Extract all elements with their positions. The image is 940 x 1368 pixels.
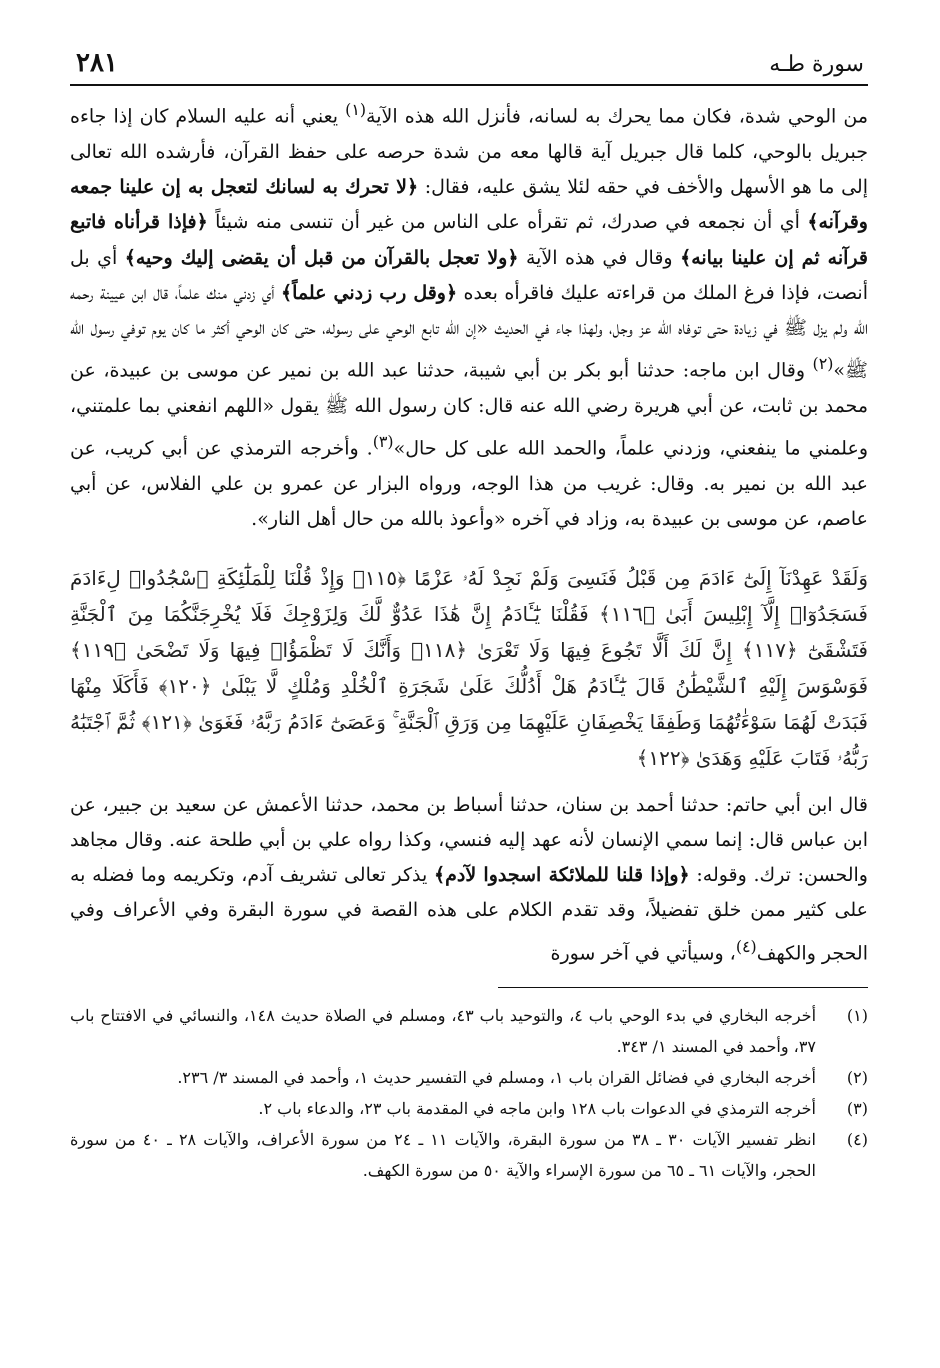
page-number: ٢٨١: [76, 48, 118, 78]
footnote-ref: (٢): [812, 354, 834, 374]
text-run: . وأخرجه الترمذي عن أبي كريب، عن عبد الله بن نمير به. وقال: غريب من هذا الوجه، ورواه البزار عن عمرو بن علي الفلاس، عن أبي عاصم، عن موسى بن عبيدة به، وزاد في آخره «وأعوذ بالله من حال أهل النار».: [70, 437, 868, 531]
verse-quote: ﴿لا تحرك به لسانك لتعجل به إن علينا جمعه وقرآنه﴾: [70, 175, 868, 234]
footnote-item: [70, 1093, 868, 1124]
verse-quote: ﴿وإذا قلنا للملائكة اسجدوا لآدم﴾: [433, 864, 690, 887]
text-run: من الوحي شدة، فكان مما يحرك به لسانه، فأنزل الله هذه الآية: [366, 105, 868, 128]
footnote-text: أخرجه الترمذي في الدعوات باب ١٢٨ وابن ماجه في المقدمة باب ٢٣، والدعاء باب ٢.: [258, 1099, 816, 1119]
paragraph-2: [70, 788, 868, 972]
footnote-number: (١): [846, 1006, 868, 1026]
text-run: أي زدني منك علماً، قال ابن عيينة رحمه الله ولم يزل ﷺ في زيادة حتى توفاه الله عز وجل، ولهذا جاء في الحديث «إن الله تابع الوحي على رسوله، حتى كان الوحي أكثر ما كان يوم توفي رسول الله ﷺ»: [70, 281, 868, 382]
text-run: أي أن نجمعه في صدرك، ثم تقرأه على الناس من غير أن تنسى منه شيئاً: [207, 211, 808, 234]
text-run: وقال ابن ماجه: حدثنا أبو بكر بن أبي شيبة، حدثنا عبد الله بن نمير عن موسى بن عبيدة، عن محمد بن ثابت، عن أبي هريرة رضي الله عنه قال: كان رسول الله ﷺ يقول «اللهم انفعني بما علمتني، وعلمني ما ينفعني، وزدني علماً، والحمد الله على كل حال»: [70, 359, 868, 460]
footnote-number: (٤): [846, 1130, 868, 1150]
footnote-text: انظر تفسير الآيات ٣٠ ـ ٣٨ من سورة البقرة، والآيات ١١ ـ ٢٤ من سورة الأعراف، والآيات ٢٨ ـ ٤٠ من سورة الحجر، والآيات ٦١ ـ ٦٥ من سورة الإسراء والآية ٥٠ من سورة الكهف.: [70, 1130, 816, 1181]
text-run: وقال في هذه الآية: [518, 246, 681, 269]
footnotes-list: [70, 988, 868, 1186]
main-text: [70, 92, 868, 971]
quran-verses-block: وَلَقَدْ عَهِدْنَآ إِلَىٰٓ ءَادَمَ مِن قَبْلُ فَنَسِىَ وَلَمْ نَجِدْ لَهُۥ عَزْمًا ﴿١١٥﴾ وَإِذْ قُلْنَا لِلْمَلَٰٓئِكَةِ ٱسْجُدُوا۟ لِءَادَمَ فَسَجَدُوٓا۟ إِلَّآ إِبْلِيسَ أَبَىٰ ﴿١١٦﴾ فَقُلْنَا يَٰٓـَٔادَمُ إِنَّ هَٰذَا عَدُوٌّ لَّكَ وَلِزَوْجِكَ فَلَا يُخْرِجَنَّكُمَا مِنَ ٱلْجَنَّةِ فَتَشْقَىٰٓ ﴿١١٧﴾ إِنَّ لَكَ أَلَّا تَجُوعَ فِيهَا وَلَا تَعْرَىٰ ﴿١١٨﴾ وَأَنَّكَ لَا تَظْمَؤُا۟ فِيهَا وَلَا تَضْحَىٰ ﴿١١٩﴾ فَوَسْوَسَ إِلَيْهِ ٱلشَّيْطَٰنُ قَالَ يَٰٓـَٔادَمُ هَلْ أَدُلُّكَ عَلَىٰ شَجَرَةِ ٱلْخُلْدِ وَمُلْكٍ لَّا يَبْلَىٰ ﴿١٢٠﴾ فَأَكَلَا مِنْهَا فَبَدَتْ لَهُمَا سَوْءَٰتُهُمَا وَطَفِقَا يَخْصِفَانِ عَلَيْهِمَا مِن وَرَقِ ٱلْجَنَّةِ ۚ وَعَصَىٰٓ ءَادَمُ رَبَّهُۥ فَغَوَىٰ ﴿١٢١﴾ ثُمَّ ٱجْتَبَٰهُ رَبُّهُۥ فَتَابَ عَلَيْهِ وَهَدَىٰ ﴿١٢٢﴾: [70, 565, 869, 770]
footnote-number: (٣): [846, 1099, 868, 1119]
verse-quote: ﴿وقل رب زدني علماً﴾: [280, 281, 458, 304]
footnote-text: أخرجه البخاري في فضائل القران باب ١، ومسلم في التفسير حديث ١، وأحمد في المسند ٣/ ٢٣٦.: [177, 1068, 816, 1088]
text-run: قال ابن أبي حاتم: حدثنا أحمد بن سنان، حدثنا أسباط بن محمد، حدثنا الأعمش عن سعيد بن جبير، عن ابن عباس قال: إنما سمي الإنسان لأنه عهد إليه فنسي، وكذا رواه علي بن أبي طلحة عنه. وقال مجاهد والحسن: ترك. وقوله:: [70, 793, 868, 887]
footnote-item: [70, 1062, 868, 1093]
text-run: يذكر تعالى تشريف آدم، وتكريمه وما فضله به على كثير ممن خلق تفضيلاً، وقد تقدم الكلام على هذه القصة في سورة البقرة وفي الأعراف وفي الحجر والكهف: [70, 864, 868, 965]
footnote-ref: (٤): [735, 936, 757, 956]
footnote-number: (٢): [846, 1068, 868, 1088]
footnote-ref: (١): [345, 100, 367, 119]
text-run: أي بل أنصت، فإذا فرغ الملك من قراءته عليك فاقرأه بعده: [70, 246, 868, 304]
text-run: ، وسيأتي في آخر سورة: [550, 942, 736, 965]
text-run: يعني أنه عليه السلام كان إذا جاءه جبريل بالوحي، كلما قال جبريل آية قالها معه من شدة حرصه على حفظ القرآن، فأرشده الله تعالى إلى ما هو الأسهل والأخف في حقه لئلا يشق عليه، فقال:: [70, 105, 868, 198]
footnote-ref: (٣): [372, 432, 394, 452]
surah-title: سورة طـه: [769, 52, 864, 77]
footnote-item: [70, 1124, 868, 1186]
footnote-text: أخرجه البخاري في بدء الوحي باب ٤، والتوحيد باب ٤٣، ومسلم في الصلاة حديث ١٤٨، والنسائي في الافتتاح باب ٣٧، وأحمد في المسند ١/ ٣٤٣.: [70, 1006, 817, 1057]
page-header: [70, 44, 868, 86]
verse-quote: ﴿ولا تعجل بالقرآن من قبل أن يقضى إليك وحيه﴾: [124, 246, 519, 269]
paragraph-1: [70, 92, 868, 538]
footnotes-section: [70, 988, 868, 1186]
footnote-item: [70, 1000, 868, 1062]
verse-quote: ﴿فإذا قرأناه فاتبع قرآنه ثم إن علينا بيانه﴾: [70, 211, 868, 269]
